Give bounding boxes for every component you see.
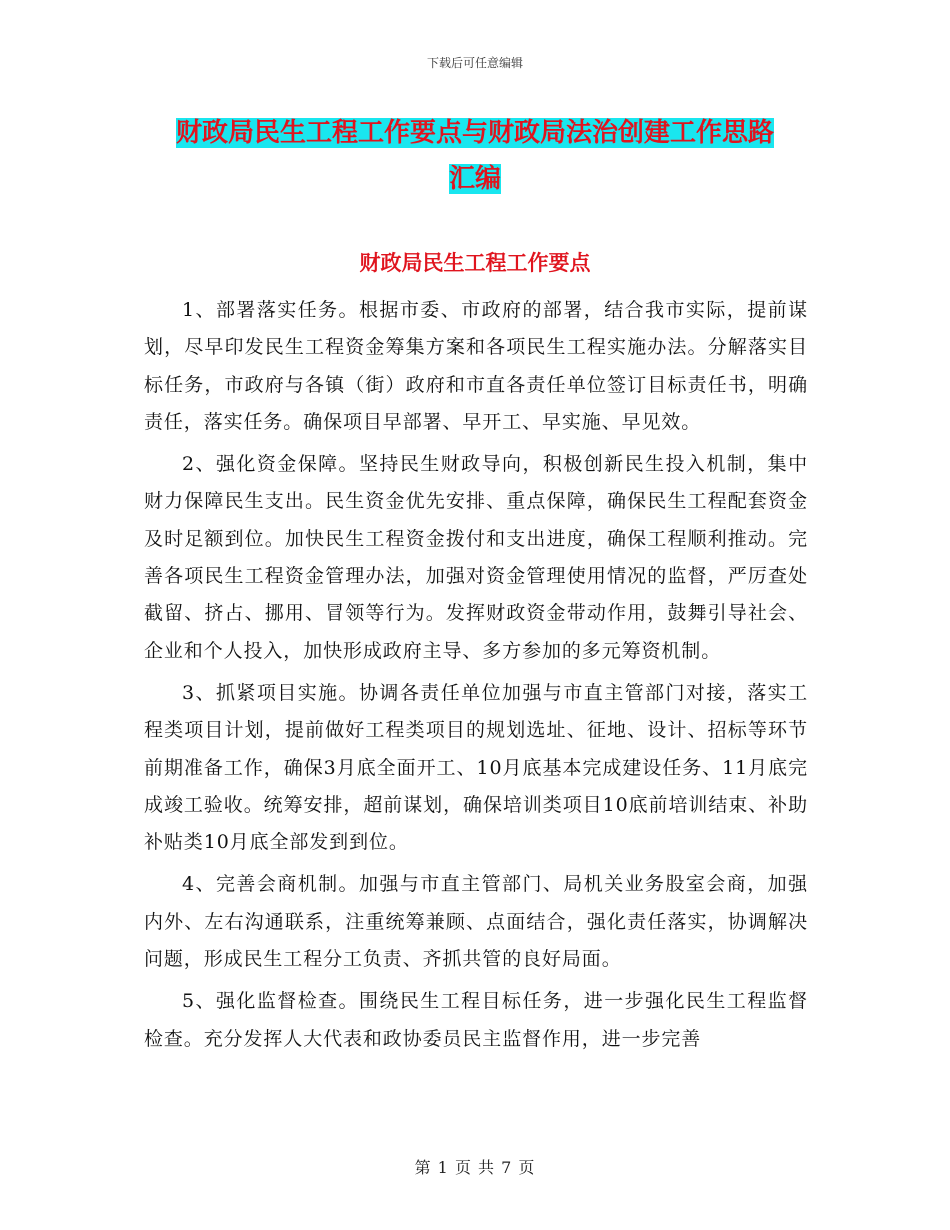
paragraph: 5、强化监督检查。围绕民生工程目标任务，进一步强化民生工程监督检查。充分发挥人大代表和政协委员民主监督作用，进一步完善	[144, 990, 808, 1050]
paragraph: 4、完善会商机制。加强与市直主管部门、局机关业务股室会商，加强内外、左右沟通联系，注重统筹兼顾、点面结合，强化责任落实，协调解决问题，形成民生工程分工负责、齐抓共管的良好局面。	[144, 873, 808, 971]
header-note: 下载后可任意编辑	[426, 56, 523, 70]
paragraph: 2、强化资金保障。坚持民生财政导向，积极创新民生投入机制，集中财力保障民生支出。民生资金优先安排、重点保障，确保民生工程配套资金及时足额到位。加快民生工程资金拨付和支出进度，确保工程顺利推动。完善各项民生工程资金管理办法，加强对资金管理使用情况的监督，严厉查处截留、挤占、挪用、冒领等行为。发挥财政资金带动作用，鼓舞引导社会、企业和个人投入，加快形成政府主导、多方参加的多元筹资机制。	[144, 453, 808, 662]
paragraph: 3、抓紧项目实施。协调各责任单位加强与市直主管部门对接，落实工程类项目计划，提前做好工程类项目的规划选址、征地、设计、招标等环节前期准备工作，确保3月底全面开工、10月底基本完成建设任务、11月底完成竣工验收。统筹安排，超前谋划，确保培训类项目10底前培训结束、补助补贴类10月底全部发到到位。	[144, 681, 808, 854]
document-title-line2: 汇编	[448, 164, 501, 194]
document-title-line1: 财政局民生工程工作要点与财政局法治创建工作思路	[175, 118, 774, 148]
document-title	[150, 110, 800, 202]
document-body	[144, 292, 808, 1063]
page-number: 第 1 页 共 7 页	[414, 1158, 536, 1177]
paragraph: 1、部署落实任务。根据市委、市政府的部署，结合我市实际，提前谋划，尽早印发民生工程资金筹集方案和各项民生工程实施办法。分解落实目标任务，市政府与各镇（街）政府和市直各责任单位签订目标责任书，明确责任，落实任务。确保项目早部署、早开工、早实施、早见效。	[144, 299, 808, 433]
section-title: 财政局民生工程工作要点	[359, 250, 591, 275]
